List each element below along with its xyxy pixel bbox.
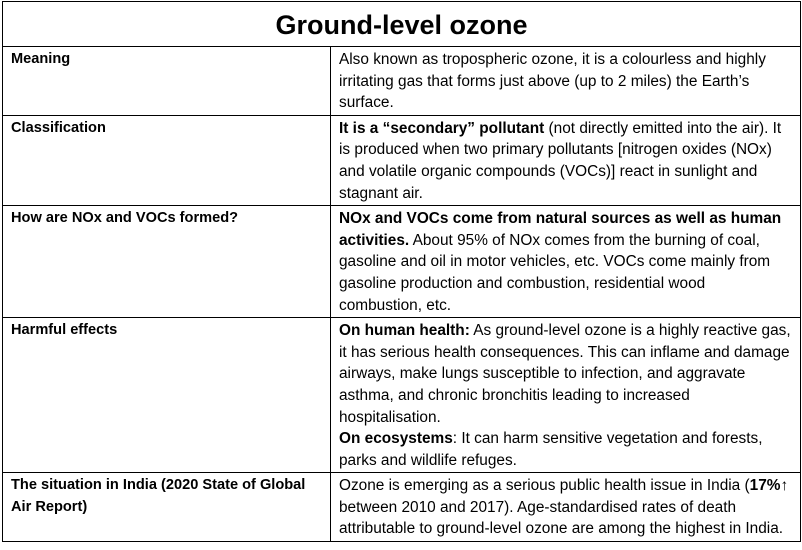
india-text-start: Ozone is emerging as a serious public health issue in India ( [339,477,750,495]
page-title: Ground-level ozone [3,2,801,47]
row-content-meaning [331,47,801,116]
india-text-end: between 2010 and 2017). Age-standardised rates of death attributable to ground-level ozone are among the highest in India. [339,498,784,538]
health-text: As ground-level ozone is a highly reactive gas, it has serious health consequences. This can inflame and damage airways, make lungs susceptible to infection, and aggravate asthma, and chronic bronchitis leading to increased hospitalisation. [339,322,791,426]
up-arrow-icon: ↑ [780,477,789,495]
ozone-document [2,1,800,542]
row-label-formation: How are NOx and VOCs formed? [3,206,331,318]
row-label-india: The situation in India (2020 State of Global Air Report) [3,473,331,542]
formation-text: About 95% of NOx comes from the burning of coal, gasoline and oil in motor vehicles, etc. VOCs come mainly from gasoline production and combustion, residential wood combustion, etc. [339,231,771,314]
row-label-meaning: Meaning [3,47,331,116]
table-row-formation [3,206,801,318]
row-label-harmful-effects: Harmful effects [3,318,331,473]
increase-stat: 17% [749,477,781,495]
row-content-india [331,473,801,542]
formation-lead: NOx and VOCs come from natural sources as well as human activities. [339,210,782,249]
classification-text: (not directly emitted into the air). It is produced when two primary pollutants [nitrogen oxides (NOx) and volatile organic compounds (VOCs)] react in sunlight and stagnant air. [339,119,782,202]
table-row-india [3,473,801,542]
ozone-table [2,1,801,542]
health-lead: On human health: [339,322,470,340]
row-content-classification [331,115,801,205]
classification-lead: It is a “secondary” pollutant [339,119,545,137]
ecosystems-lead: On ecosystems [339,430,453,448]
ecosystems-text: : It can harm sensitive vegetation and forests, parks and wildlife refuges. [339,430,763,469]
table-row-harmful-effects [3,318,801,473]
meaning-text: Also known as tropospheric ozone, it is a colourless and highly irritating gas that forms just above (up to 2 miles) the Earth’s surface. [339,51,766,112]
table-row-meaning [3,47,801,116]
table-row-classification [3,115,801,205]
title-row [3,2,801,47]
row-content-formation [331,206,801,318]
row-content-harmful-effects [331,318,801,473]
row-label-classification: Classification [3,115,331,205]
